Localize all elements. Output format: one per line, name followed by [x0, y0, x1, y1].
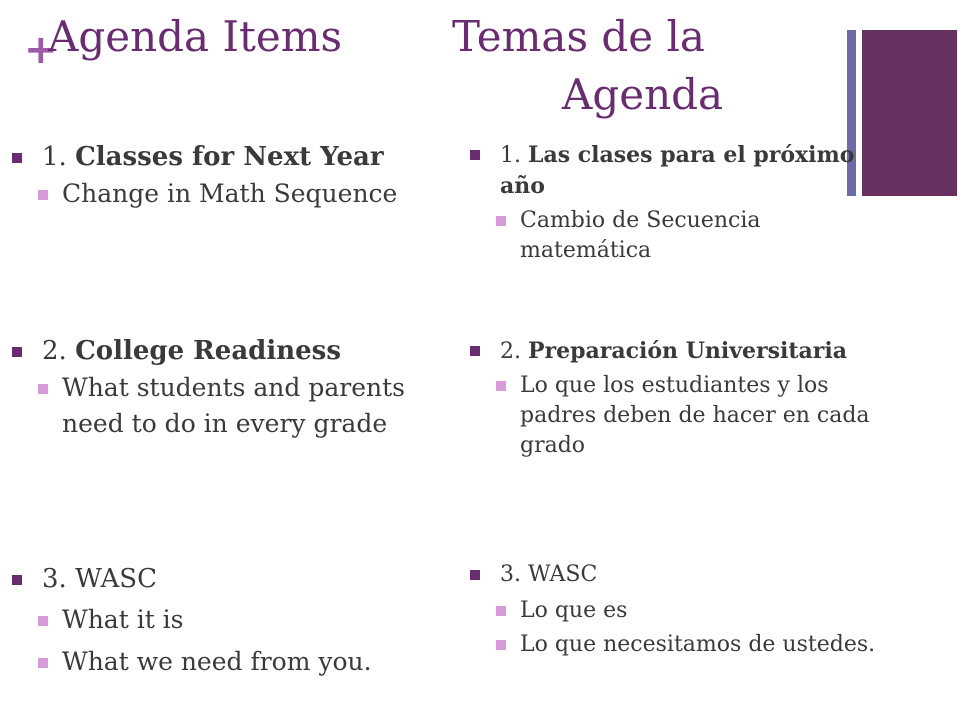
square-bullet-icon	[38, 190, 48, 200]
square-bullet-icon	[38, 616, 48, 626]
subitem-text: Lo que necesitamos de ustedes.	[520, 632, 876, 657]
section-subitem	[470, 206, 890, 266]
section-title: WASC	[528, 562, 598, 587]
section-number: 1.	[42, 142, 67, 172]
section-subitem	[470, 596, 890, 626]
section-title: Preparación Universitaria	[528, 338, 847, 364]
square-bullet-icon	[38, 658, 48, 668]
subitem-text: What students and parents need to do in every grade	[62, 373, 405, 438]
agenda-section-1	[12, 138, 472, 212]
section-subitem	[470, 630, 890, 660]
subitem-text: Lo que es	[520, 598, 628, 623]
subitem-text: Lo que los estudiantes y los padres deben de hacer en cada grado	[520, 373, 870, 458]
section-heading	[470, 140, 890, 202]
square-bullet-icon	[496, 381, 506, 391]
title-english: Agenda Items	[48, 12, 343, 61]
square-bullet-icon	[12, 153, 22, 163]
section-number: 2.	[42, 336, 67, 366]
square-bullet-icon	[38, 384, 48, 394]
section-title: Classes for Next Year	[75, 142, 384, 172]
square-bullet-icon	[470, 570, 480, 580]
square-bullet-icon	[496, 640, 506, 650]
section-subitem	[470, 371, 890, 461]
subitem-text: What it is	[62, 605, 184, 634]
section-subitem	[12, 602, 472, 638]
section-subitem	[12, 644, 472, 680]
section-subitem	[12, 370, 472, 442]
title-spanish-line2: Agenda	[562, 70, 724, 119]
plus-icon: +	[24, 27, 58, 73]
title-spanish-line1: Temas de la	[452, 12, 705, 61]
square-bullet-icon	[470, 150, 480, 160]
agenda-section-2	[12, 332, 472, 442]
square-bullet-icon	[470, 346, 480, 356]
section-title: College Readiness	[75, 336, 341, 366]
agenda-section-3	[470, 560, 890, 660]
section-number: 1.	[500, 143, 521, 168]
agenda-section-1	[470, 140, 890, 266]
square-bullet-icon	[496, 606, 506, 616]
agenda-section-3	[12, 560, 472, 680]
section-heading	[470, 560, 890, 590]
subitem-text: What we need from you.	[62, 647, 372, 676]
section-number: 3.	[500, 562, 521, 587]
section-number: 2.	[500, 339, 521, 364]
section-heading	[12, 138, 472, 176]
square-bullet-icon	[12, 347, 22, 357]
section-subitem	[12, 176, 472, 212]
section-title: WASC	[75, 564, 157, 594]
section-heading	[470, 336, 890, 367]
square-bullet-icon	[12, 575, 22, 585]
section-number: 3.	[42, 564, 67, 594]
section-heading	[12, 560, 472, 598]
subitem-text: Change in Math Sequence	[62, 179, 398, 208]
section-title: Las clases para el próximo año	[500, 142, 855, 199]
square-bullet-icon	[496, 216, 506, 226]
section-heading	[12, 332, 472, 370]
subitem-text: Cambio de Secuencia matemática	[520, 208, 761, 263]
agenda-section-2	[470, 336, 890, 461]
